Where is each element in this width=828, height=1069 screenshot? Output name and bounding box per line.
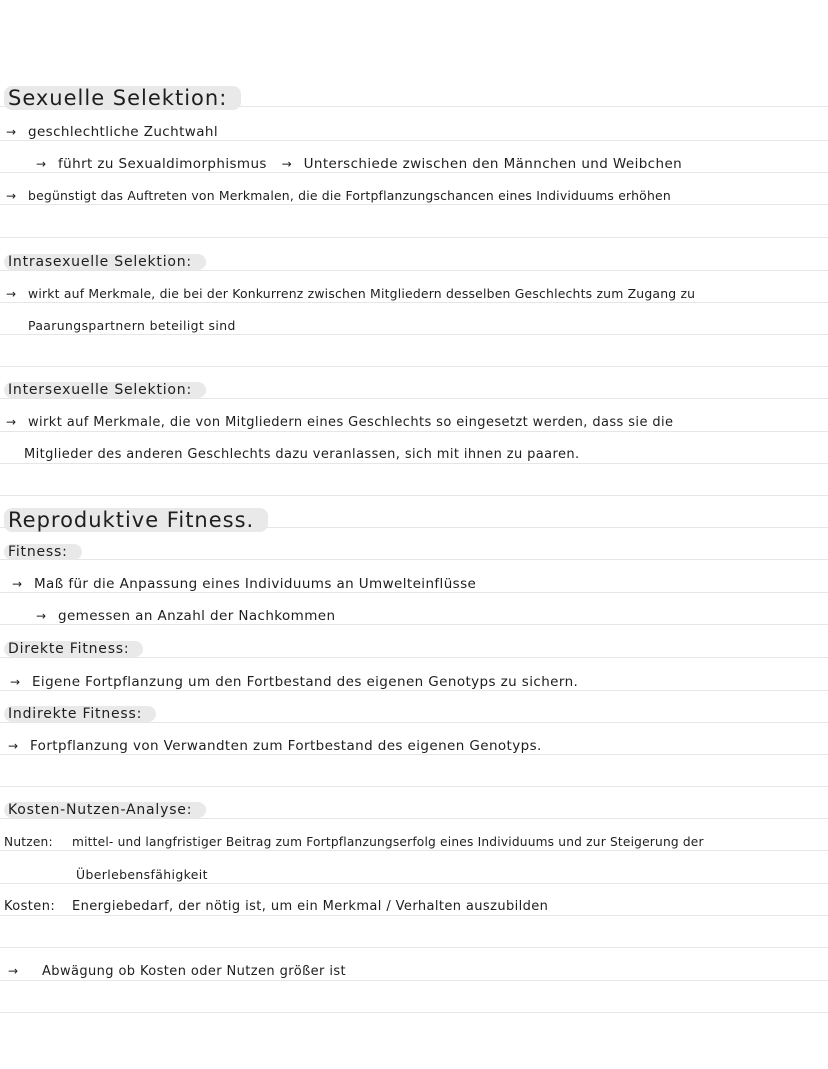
heading-reproduktive-fitness: Reproduktive Fitness. xyxy=(4,508,828,532)
arrow-icon: → xyxy=(6,287,17,301)
note-line: → wirkt auf Merkmale, die von Mitgliedern eines Geschlechts so eingesetzt werden, dass sie die xyxy=(6,415,674,430)
arrow-icon: → xyxy=(8,964,19,978)
subheading-indirekte-fitness: Indirekte Fitness: xyxy=(4,706,828,722)
note-line: → Fortpflanzung von Verwandten zum Fortbestand des eigenen Genotyps. xyxy=(8,738,542,754)
note-line: → wirkt auf Merkmale, die bei der Konkurrenz zwischen Mitgliedern desselben Geschlechts zum Zugang zu xyxy=(6,286,696,301)
note-line: Mitglieder des anderen Geschlechts dazu veranlassen, sich mit ihnen zu paaren. xyxy=(24,447,580,462)
heading-intrasexuelle-selektion: Intrasexuelle Selektion: xyxy=(4,254,828,270)
arrow-icon: → xyxy=(36,609,47,623)
note-line: Paarungspartnern beteiligt sind xyxy=(28,318,236,333)
heading-intersexuelle-selektion: Intersexuelle Selektion: xyxy=(4,382,828,398)
note-line: → gemessen an Anzahl der Nachkommen xyxy=(36,608,336,624)
note-line: Kosten: Energiebedarf, der nötig ist, um ein Merkmal / Verhalten auszubilden xyxy=(4,899,549,914)
note-line: → Abwägung ob Kosten oder Nutzen größer ist xyxy=(8,964,347,979)
subheading-fitness: Fitness: xyxy=(4,544,828,560)
arrow-icon: → xyxy=(10,675,21,689)
subheading-direkte-fitness: Direkte Fitness: xyxy=(4,641,828,657)
arrow-icon: → xyxy=(8,739,19,753)
arrow-icon: → xyxy=(6,415,17,429)
note-line: Nutzen: mittel- und langfristiger Beitrag zum Fortpflanzungserfolg eines Individuums und zur Steigerung der xyxy=(4,835,704,849)
note-line: → Maß für die Anpassung eines Individuums an Umwelteinflüsse xyxy=(12,576,477,592)
note-line: → begünstigt das Auftreten von Merkmalen, die die Fortpflanzungschancen eines Individuums erhöhen xyxy=(6,188,671,203)
arrow-icon: → xyxy=(281,157,293,171)
heading-sexuelle-selektion: Sexuelle Selektion: xyxy=(4,86,828,110)
note-line: → Eigene Fortpflanzung um den Fortbestand des eigenen Genotyps zu sichern. xyxy=(10,674,579,690)
heading-kosten-nutzen-analyse: Kosten-Nutzen-Analyse: xyxy=(4,802,828,818)
arrow-icon: → xyxy=(6,189,17,203)
arrow-icon: → xyxy=(36,157,47,171)
note-line: → führt zu Sexualdimorphismus → Unterschiede zwischen den Männchen und Weibchen xyxy=(36,156,683,172)
arrow-icon: → xyxy=(12,577,23,591)
note-line: → geschlechtliche Zuchtwahl xyxy=(6,124,218,140)
note-line: Überlebensfähigkeit xyxy=(76,867,208,882)
arrow-icon: → xyxy=(6,125,17,139)
